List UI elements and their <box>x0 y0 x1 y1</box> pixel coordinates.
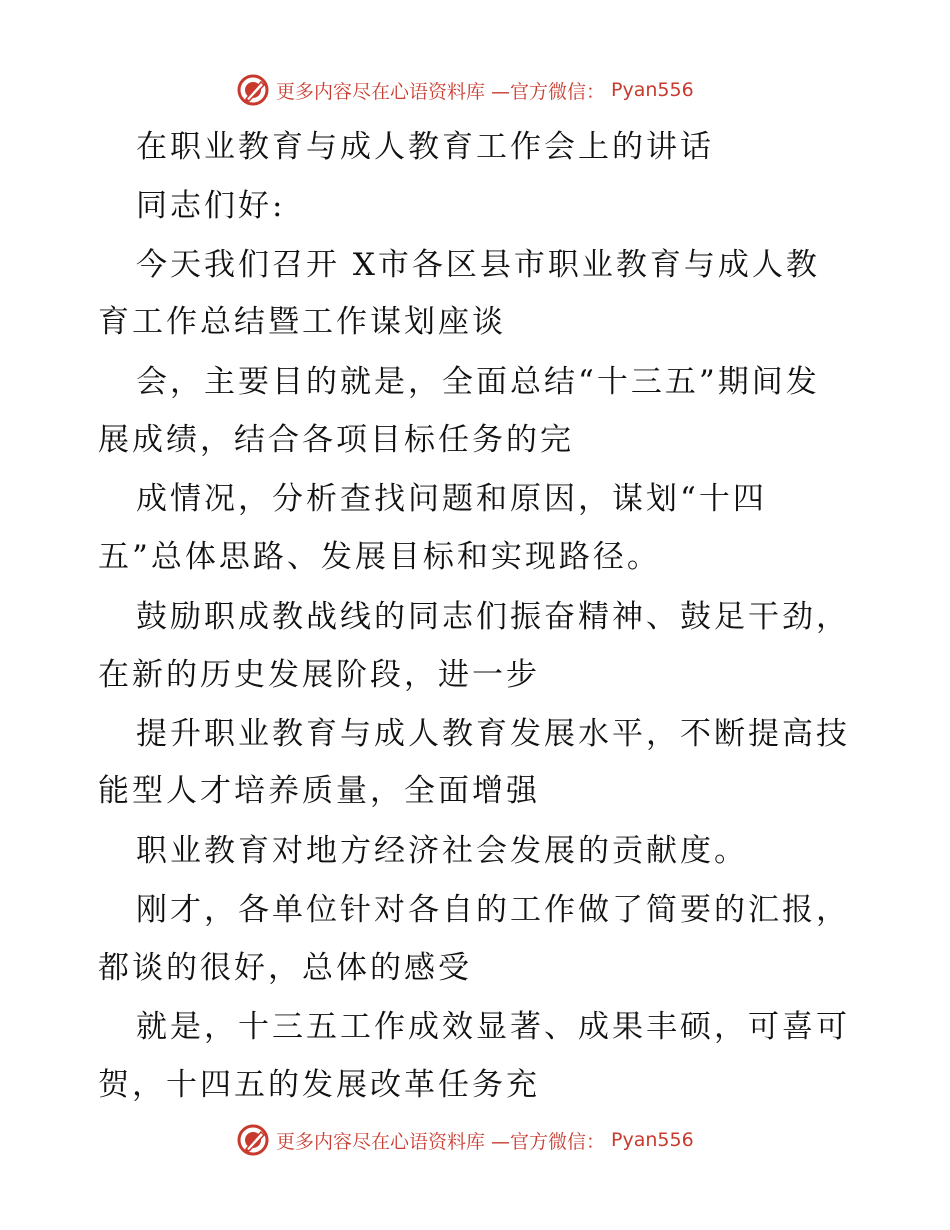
paragraph-line: 贺，十四五的发展改革任务充 <box>98 1067 540 1103</box>
paragraph-line: 就是，十三五工作成效显著、成果丰硕，可喜可 <box>136 1009 850 1045</box>
watermark-wechat-id: Pyan556 <box>611 79 694 101</box>
watermark-text: 更多内容尽在心语资料库 <box>276 80 486 103</box>
watermark-wechat-id: Pyan556 <box>611 1129 694 1151</box>
paragraph-line: 职业教育对地方经济社会发展的贡献度。 <box>136 833 748 869</box>
paragraph-line: 育工作总结暨工作谋划座谈 <box>98 304 506 340</box>
paragraph-line: 五”总体思路、发展目标和实现路径。 <box>98 539 661 575</box>
paragraph-line: 能型人才培养质量，全面增强 <box>98 773 540 809</box>
paragraph-line: 都谈的很好，总体的感受 <box>98 950 472 986</box>
watermark-separator: —官方微信： <box>491 80 606 103</box>
paragraph-line: 鼓励职成教战线的同志们振奋精神、鼓足干劲， <box>136 599 850 635</box>
footer-watermark <box>236 1123 694 1157</box>
paragraph-line: 在新的历史发展阶段，进一步 <box>98 657 540 693</box>
pen-logo-icon <box>236 73 270 107</box>
document-title: 在职业教育与成人教育工作会上的讲话 <box>136 129 714 165</box>
paragraph-line: 成情况，分析查找问题和原因，谋划“十四 <box>136 481 767 517</box>
paragraph-line: 展成绩，结合各项目标任务的完 <box>98 422 574 458</box>
salutation: 同志们好: <box>136 188 286 224</box>
pen-logo-icon <box>236 1123 270 1157</box>
paragraph-line: 提升职业教育与成人教育发展水平，不断提高技 <box>136 716 850 752</box>
paragraph-line: 刚才，各单位针对各自的工作做了简要的汇报， <box>136 892 850 928</box>
paragraph-line: 会，主要目的就是，全面总结“十三五”期间发 <box>136 364 820 400</box>
watermark-separator: —官方微信： <box>491 1130 606 1153</box>
header-watermark <box>236 73 694 107</box>
paragraph-line: 今天我们召开 X市各区县市职业教育与成人教 <box>136 247 820 283</box>
watermark-text: 更多内容尽在心语资料库 <box>276 1130 486 1153</box>
